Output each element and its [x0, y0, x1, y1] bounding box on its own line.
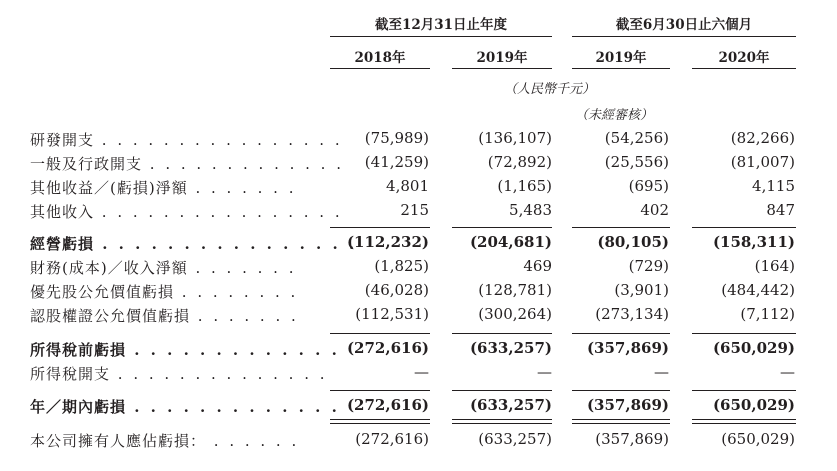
cell-2019: (128,781) — [478, 281, 552, 299]
header-group1-rule — [330, 36, 552, 37]
cell-2019: — — [537, 363, 552, 381]
header-group-year-ended: 截至12月31日止年度 — [374, 17, 508, 33]
table-row — [0, 430, 837, 454]
cell-2018: (272,616) — [346, 396, 429, 414]
cell-2018: 215 — [400, 201, 429, 219]
subtotal-rule-c1 — [330, 227, 430, 228]
cell-2019: (72,892) — [487, 153, 552, 171]
year-rule-3 — [572, 68, 670, 69]
table-row — [0, 257, 837, 281]
header-group-six-months: 截至6月30日止六個月 — [615, 17, 753, 33]
table-row — [0, 129, 837, 153]
cell-2020-interim: (484,442) — [721, 281, 795, 299]
cell-2018: (46,028) — [364, 281, 429, 299]
cell-2019-interim: (729) — [628, 257, 669, 275]
row-label: 所得稅前虧損 . . . . . . . . . . . . . — [30, 341, 340, 359]
cell-2018: (272,616) — [346, 339, 429, 357]
subtotal-rule-c4 — [692, 333, 796, 334]
unit-label: （人民幣千元） — [504, 82, 596, 97]
subtotal-rule-c3 — [572, 227, 670, 228]
row-label: 財務(成本)／收入淨額 . . . . . . . — [30, 259, 297, 277]
cell-2019-interim: (695) — [628, 177, 669, 195]
cell-2020-interim: (164) — [754, 257, 795, 275]
cell-2020-interim: (82,266) — [730, 129, 795, 147]
table-row — [0, 153, 837, 177]
table-row — [0, 363, 837, 387]
cell-2019-interim: (273,134) — [595, 305, 669, 323]
cell-2018: (1,825) — [374, 257, 429, 275]
subtotal-rule-c4 — [692, 227, 796, 228]
cell-2018: 4,801 — [386, 177, 429, 195]
year-header-2018: 2018年 — [354, 50, 406, 66]
table-row — [0, 233, 837, 257]
cell-2020-interim: 847 — [766, 201, 795, 219]
cell-2020-interim: — — [780, 363, 795, 381]
table-row — [0, 281, 837, 305]
cell-2019: (633,257) — [478, 430, 552, 448]
cell-2018: (112,232) — [346, 233, 429, 251]
year-rule-4 — [692, 68, 796, 69]
year-header-2019: 2019年 — [476, 50, 528, 66]
cell-2020-interim: (7,112) — [740, 305, 795, 323]
table-row — [0, 305, 837, 329]
cell-2020-interim: (650,029) — [712, 339, 795, 357]
total-rule-c4 — [692, 390, 796, 391]
cell-2019-interim: (54,256) — [604, 129, 669, 147]
year-rule-2 — [452, 68, 552, 69]
cell-2020-interim: 4,115 — [752, 177, 795, 195]
table-row — [0, 396, 837, 420]
row-label: 其他收益／(虧損)淨額 . . . . . . . — [30, 179, 297, 197]
cell-2019-interim: (3,901) — [614, 281, 669, 299]
cell-2019-interim: — — [654, 363, 669, 381]
total-rule-c3 — [572, 390, 670, 391]
cell-2019-interim: (357,869) — [586, 339, 669, 357]
cell-2019: (633,257) — [469, 396, 552, 414]
cell-2018: (41,259) — [364, 153, 429, 171]
cell-2019: (300,264) — [478, 305, 552, 323]
table-row — [0, 201, 837, 225]
row-label: 經營虧損 . . . . . . . . . . . . . . . . — [30, 235, 358, 253]
cell-2020-interim: (650,029) — [712, 396, 795, 414]
cell-2019-interim: (357,869) — [586, 396, 669, 414]
cell-2020-interim: (158,311) — [712, 233, 795, 251]
cell-2019-interim: (80,105) — [597, 233, 669, 251]
table-row — [0, 177, 837, 201]
cell-2019: (136,107) — [478, 129, 552, 147]
cell-2018: — — [414, 363, 429, 381]
row-label: 優先股公允價值虧損 . . . . . . . . — [30, 283, 299, 301]
cell-2018: (112,531) — [355, 305, 429, 323]
cell-2020-interim: (650,029) — [721, 430, 795, 448]
cell-2019: 5,483 — [509, 201, 552, 219]
table-row — [0, 339, 837, 363]
subtotal-rule-c2 — [452, 227, 552, 228]
cell-2019: (633,257) — [469, 339, 552, 357]
cell-2018: (75,989) — [364, 129, 429, 147]
total-double-rule-c3 — [572, 419, 670, 424]
header-group2-rule — [572, 36, 796, 37]
row-label: 一般及行政開支 . . . . . . . . . . . . . — [30, 155, 344, 173]
cell-2019: (1,165) — [497, 177, 552, 195]
row-label: 認股權證公允價值虧損 . . . . . . . — [30, 307, 299, 325]
subtotal-rule-c2 — [452, 333, 552, 334]
cell-2020-interim: (81,007) — [730, 153, 795, 171]
total-double-rule-c4 — [692, 419, 796, 424]
total-double-rule-c1 — [330, 419, 430, 424]
row-label: 研發開支 . . . . . . . . . . . . . . . . — [30, 131, 343, 149]
row-label: 年／期內虧損 . . . . . . . . . . . . . — [30, 398, 340, 416]
cell-2019-interim: (25,556) — [604, 153, 669, 171]
cell-2019-interim: 402 — [640, 201, 669, 219]
subtotal-rule-c1 — [330, 333, 430, 334]
total-double-rule-c2 — [452, 419, 552, 424]
cell-2019: (204,681) — [469, 233, 552, 251]
row-label: 其他收入 . . . . . . . . . . . . . . . . — [30, 203, 343, 221]
year-rule-1 — [330, 68, 430, 69]
cell-2019: 469 — [523, 257, 552, 275]
total-rule-c1 — [330, 390, 430, 391]
unaudited-label: （未經審核） — [575, 108, 654, 123]
row-label: 所得稅開支 . . . . . . . . . . . . . . — [30, 365, 328, 383]
cell-2018: (272,616) — [355, 430, 429, 448]
year-header-2019-interim: 2019年 — [595, 50, 647, 66]
year-header-2020-interim: 2020年 — [718, 50, 770, 66]
cell-2019-interim: (357,869) — [595, 430, 669, 448]
row-label: 本公司擁有人應佔虧損： . . . . . . — [30, 432, 300, 450]
subtotal-rule-c3 — [572, 333, 670, 334]
total-rule-c2 — [452, 390, 552, 391]
